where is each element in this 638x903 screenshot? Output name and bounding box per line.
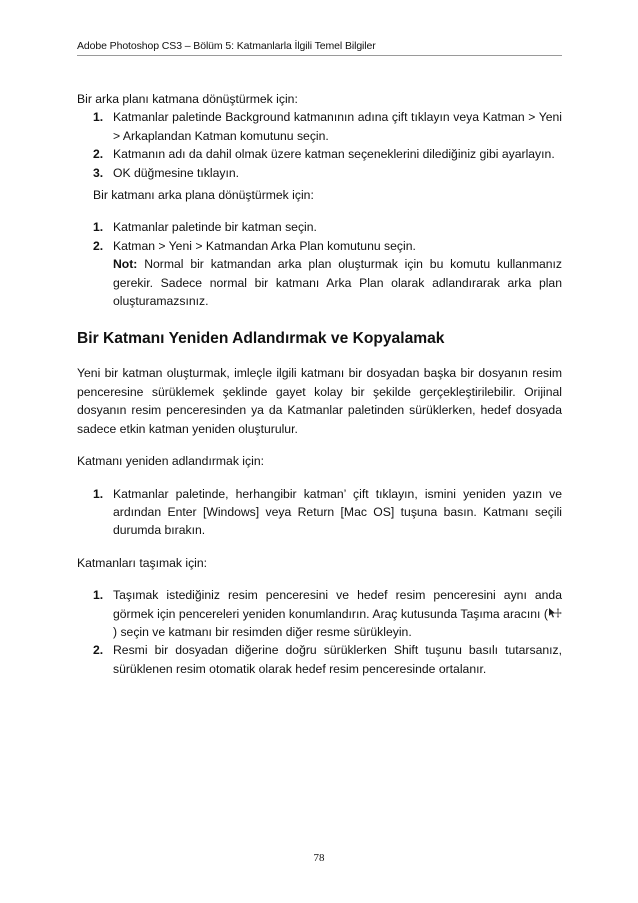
step-text: OK düğmesine tıklayın.	[113, 165, 239, 180]
step-text: Taşımak istediğiniz resim penceresini ve hedef resim penceresini aynı anda görmek için pencereleri yeniden konumlandırın. Araç kutusunda Taşıma aracını (	[113, 588, 562, 621]
move-tool-icon	[548, 606, 562, 618]
s2-intro: Bir katmanı arka plana dönüştürmek için:	[93, 188, 314, 203]
list-item	[77, 145, 562, 163]
s4-intro: Katmanları taşımak için:	[77, 555, 208, 570]
step-text: Katmanlar paletinde, herhangibir katman’ çift tıklayın, ismini yeniden yazın ve ardından Enter [Windows] veya Return [Mac OS] tuşuna basın. Katmanı seçili durumda bırakın.	[113, 486, 562, 538]
step-text: Katmanın adı da dahil olmak üzere katman seçeneklerini dilediğiniz gibi ayarlayın.	[113, 147, 555, 162]
step-text: Resmi bir dosyadan diğerine doğru sürüklerken Shift tuşunu basılı tutarsanız, sürüklenen resim otomatik olarak hedef resim penceresinde ortalanır.	[113, 643, 562, 676]
list-item	[77, 218, 562, 236]
list-item	[77, 641, 562, 678]
step-number: 1.	[93, 220, 104, 235]
list-item	[77, 586, 562, 641]
section-heading: Bir Katmanı Yeniden Adlandırmak ve Kopyalamak	[77, 330, 445, 348]
step-number: 3.	[93, 165, 104, 180]
header-divider	[77, 55, 562, 56]
section-paragraph: Yeni bir katman oluşturmak, imleçle ilgili katmanı bir dosyadan başka bir dosyanın resim penceresine sürüklemek şeklinde gayet kolay bir şekilde gerçekleştirilebilir. Orijinal dosyanın resim penceresinden ya da Katmanlar paletinden sürüklerken, hedef dosyada sadece etkin katman yeniden oluşturulur.	[77, 366, 562, 436]
step-text-cont: ) seçin ve katmanı bir resimden diğer resme sürükleyin.	[113, 624, 412, 639]
step-text: Katmanlar paletinde bir katman seçin.	[113, 220, 317, 235]
s2-steps	[77, 218, 562, 255]
s3-intro: Katmanı yeniden adlandırmak için:	[77, 454, 264, 469]
step-text: Katmanlar paletinde Background katmanının adına çift tıklayın veya Katman > Yeni > Arkaplandan Katman komutunu seçin.	[113, 110, 562, 143]
list-item	[77, 108, 562, 145]
list-item	[77, 237, 562, 255]
running-header: Adobe Photoshop CS3 – Bölüm 5: Katmanlarla İlgili Temel Bilgiler	[77, 40, 376, 52]
step-text: Katman > Yeni > Katmandan Arka Plan komutunu seçin.	[113, 238, 416, 253]
step-number: 2.	[93, 238, 104, 253]
list-item	[77, 485, 562, 540]
s1-steps	[77, 108, 562, 182]
s4-steps	[77, 586, 562, 678]
note-block	[77, 255, 562, 310]
step-number: 2.	[93, 643, 104, 658]
s3-steps	[77, 485, 562, 540]
page-body	[77, 90, 562, 678]
s1-intro: Bir arka planı katmana dönüştürmek için:	[77, 92, 298, 106]
note-text: Normal bir katmandan arka plan oluşturmak için bu komutu kullanmanız gerekir. Sadece normal bir katmanı Arka Plan olarak adlandırarak arka plan oluşturamazsınız.	[113, 257, 563, 309]
step-number: 1.	[93, 588, 104, 603]
list-item	[77, 164, 562, 182]
note-label: Not:	[113, 257, 138, 272]
step-number: 1.	[93, 110, 104, 125]
page-number: 78	[313, 852, 325, 864]
step-number: 1.	[93, 486, 104, 501]
step-number: 2.	[93, 147, 104, 162]
